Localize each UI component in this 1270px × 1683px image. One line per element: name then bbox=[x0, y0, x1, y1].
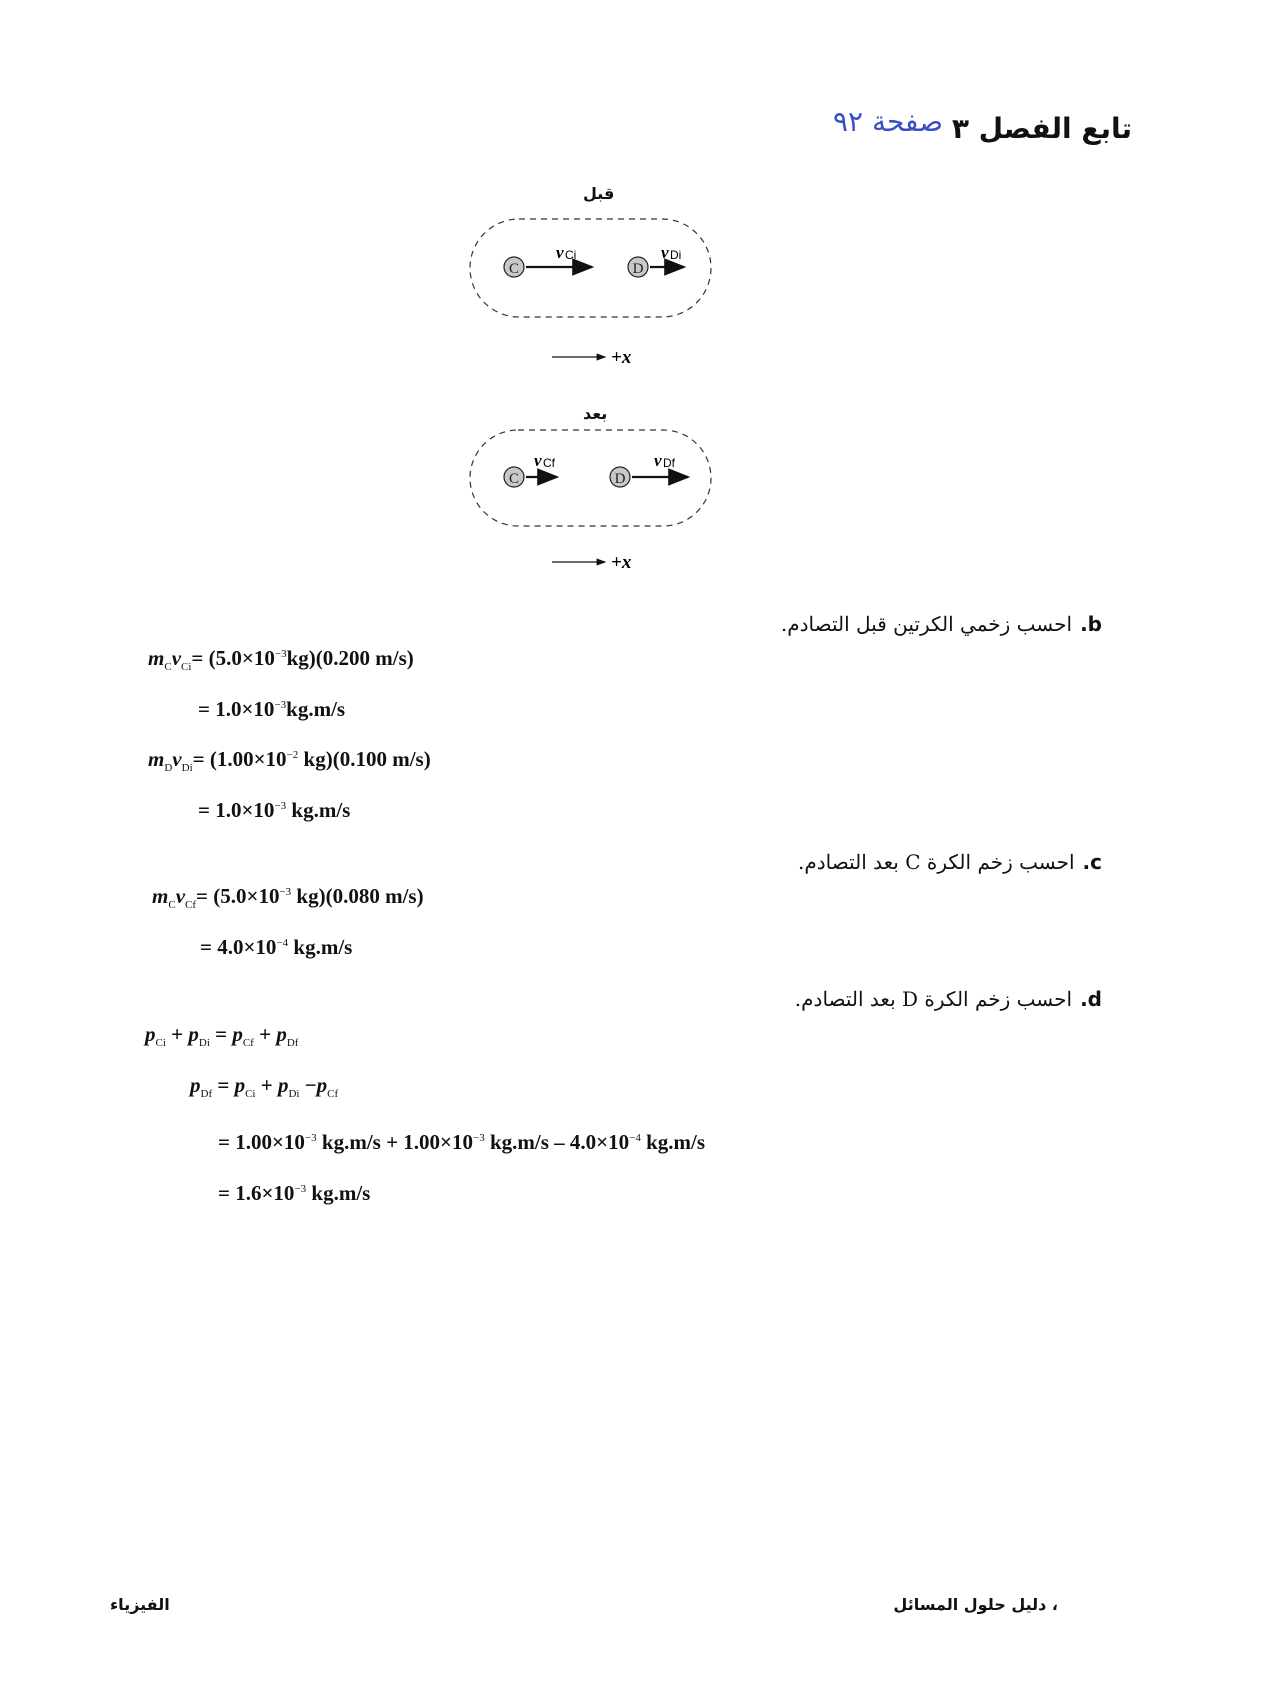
question-c-text: احسب زخم الكرة C بعد التصادم. bbox=[798, 850, 1075, 874]
velocity-cf-subscript: Cf bbox=[543, 456, 555, 470]
velocity-di-symbol: v bbox=[661, 243, 669, 262]
question-d-letter: d. bbox=[1080, 987, 1102, 1011]
axis-label-after: +x bbox=[611, 552, 632, 573]
velocity-ci-subscript: Ci bbox=[565, 248, 577, 262]
ball-c-before-label: C bbox=[508, 261, 520, 277]
equation-b4: = $1.0\times 10^{-3}$ kg.m/s bbox=[198, 798, 351, 822]
question-b-letter: b. bbox=[1080, 612, 1102, 636]
question-c-letter: c. bbox=[1082, 850, 1102, 874]
after-label: بعد bbox=[583, 404, 608, 423]
equation-d3: = $1.00\times 10^{-3}$ $kg.m/s + 1.00\times 10^{-3}$ $kg.m/s - 4.0\times 10^{-4}$ kg.m/s bbox=[218, 1130, 706, 1154]
question-c bbox=[798, 850, 1102, 874]
equation-c2: = $4.0\times 10^{-4}$ kg.m/s bbox=[200, 935, 353, 959]
before-label: قبل bbox=[583, 184, 615, 203]
question-d-text: احسب زخم الكرة D بعد التصادم. bbox=[794, 987, 1073, 1011]
question-b bbox=[781, 612, 1102, 636]
velocity-di-subscript: Di bbox=[670, 248, 682, 262]
chapter-title: تابع الفصل ٣ bbox=[951, 112, 1132, 145]
equation-b2: = $1.0\times 10^{-3}kg.m/s$ bbox=[198, 697, 346, 721]
equation-d4: = $1.6\times 10^{-3}$ kg.m/s bbox=[218, 1181, 371, 1205]
equation-d1: $p_{Ci} + p_{Di} = p_{Cf} + p_{Df}$ bbox=[145, 1022, 299, 1049]
equation-b3: $m_Dv_{Di}= (1.00\times 10^{-2}$ kg)(0.100 m/s) bbox=[148, 747, 431, 774]
page-number: صفحة ٩٢ bbox=[832, 105, 943, 138]
collision-diagram bbox=[0, 0, 1270, 620]
velocity-cf-symbol: v bbox=[534, 451, 542, 470]
velocity-df-subscript: Df bbox=[663, 456, 675, 470]
ball-d-after-label: D bbox=[614, 471, 626, 487]
velocity-df-symbol: v bbox=[654, 451, 662, 470]
equation-b1: $m_Cv_{Ci}= (5.0\times 10^{-3}kg)(0.200$ m/s) bbox=[148, 646, 414, 673]
footer-book-title: ، دليل حلول المسائل bbox=[893, 1595, 1058, 1614]
equation-d2: $p_{Df} = p_{Ci} + p_{Di} -p_{Cf}$ bbox=[190, 1073, 339, 1100]
axis-label-before: +x bbox=[611, 347, 632, 368]
question-b-text: احسب زخمي الكرتين قبل التصادم. bbox=[780, 612, 1073, 636]
equation-c1: $m_Cv_{Cf}= (5.0\times 10^{-3}$ kg)(0.080 m/s) bbox=[152, 884, 424, 911]
ball-d-before-label: D bbox=[632, 261, 644, 277]
question-d bbox=[795, 987, 1102, 1011]
ball-c-after-label: C bbox=[508, 471, 520, 487]
footer-subject: الفيزياء bbox=[110, 1595, 170, 1614]
velocity-ci-symbol: v bbox=[556, 243, 564, 262]
